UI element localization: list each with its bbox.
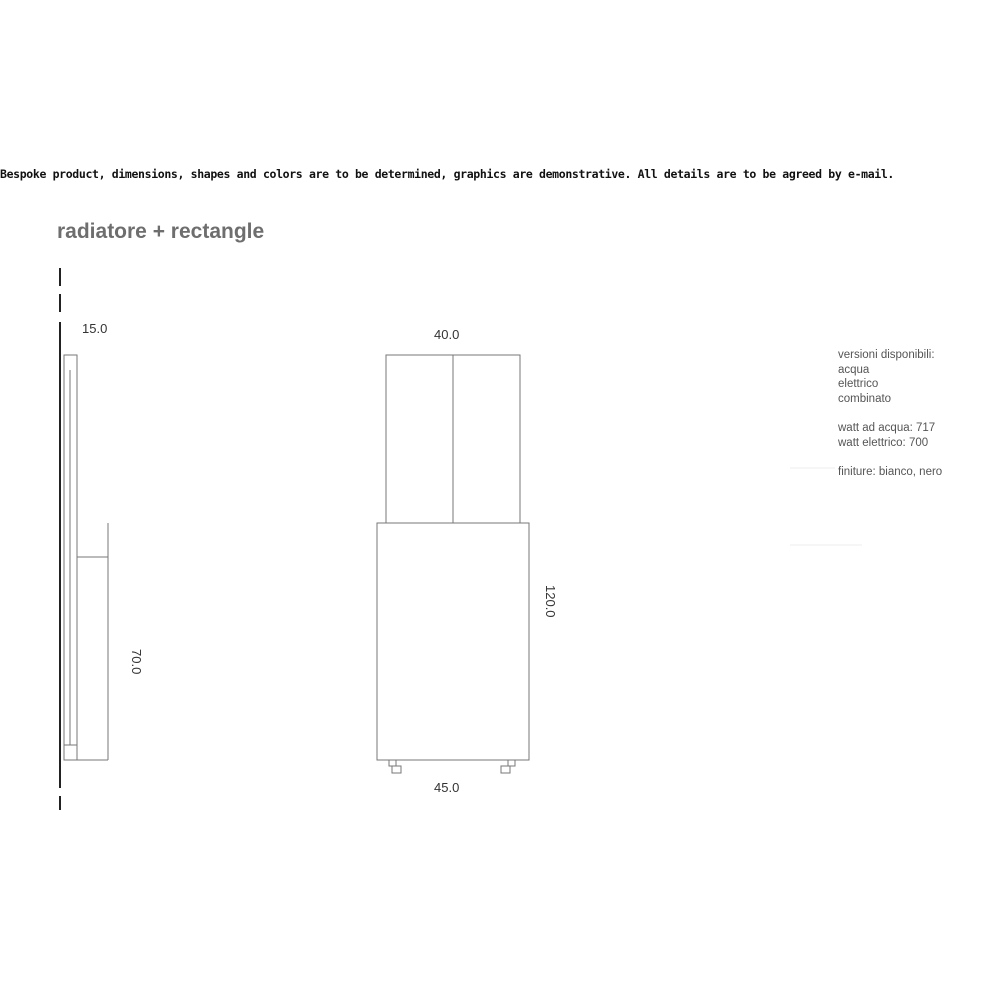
side-height-dimension: 70.0 — [129, 649, 144, 675]
version-item: combinato — [838, 392, 892, 405]
version-item: elettrico — [838, 378, 879, 391]
versions-heading: versioni disponibili: — [838, 349, 935, 361]
front-view-rectangle — [377, 523, 529, 760]
top-width-dimension: 40.0 — [434, 327, 460, 342]
finishes: finiture: bianco, nero — [838, 465, 943, 478]
front-height-dimension: 120.0 — [543, 585, 558, 618]
front-view-radiator — [386, 355, 520, 523]
bottom-width-dimension: 45.0 — [434, 780, 460, 795]
version-item: acqua — [838, 363, 870, 376]
disclaimer-text: Bespoke product, dimensions, shapes and colors are to be determined, graphics are demonstrative. All details are to be agreed by e-mail. — [0, 167, 895, 181]
diagram-title: radiatore + rectangle — [57, 220, 265, 243]
specifications-block — [838, 348, 942, 479]
side-depth-dimension: 15.0 — [82, 321, 108, 336]
watt-water: watt ad acqua: 717 — [838, 421, 936, 434]
side-view-radiator — [64, 355, 77, 760]
front-view-feet — [389, 760, 515, 773]
faint-guide-lines — [790, 468, 862, 545]
side-view-rectangle — [77, 523, 108, 760]
watt-electric: watt elettrico: 700 — [838, 436, 929, 449]
